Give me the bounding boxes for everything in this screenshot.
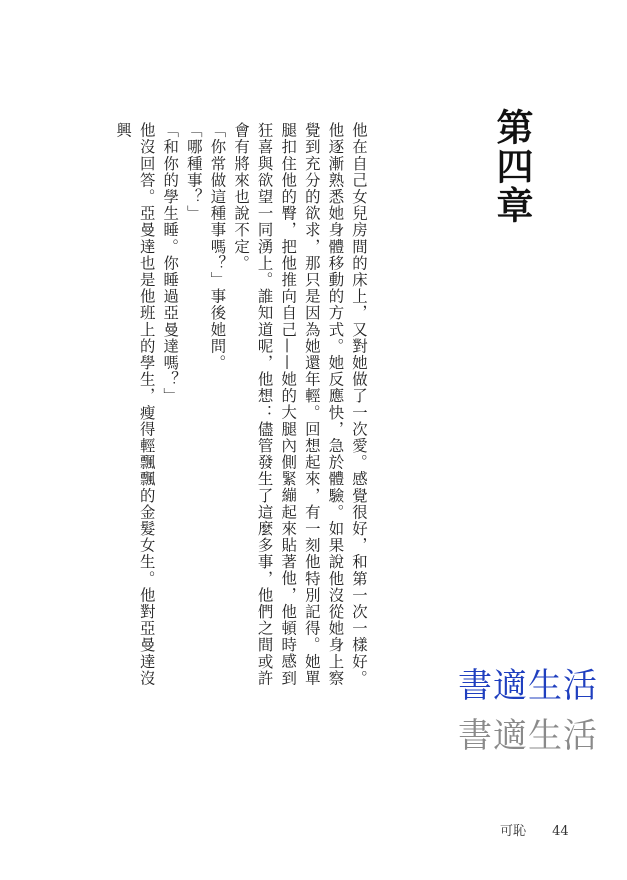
paragraph: 他在自己女兒房間的床上，又對她做了一次愛。感覺很好，和第一次一樣好。他逐漸熟悉她身體移動的方式。她反應快，急於體驗。如果說他沒從她身上察覺到充分的欲求，那只是因為她還年輕。回想起來，有一刻他特別記得。她單腿扣住他的臀，把他推向自己——她的大腿內側緊繃起來貼著他，他頓時感到狂喜與欲望一同湧上。誰知道呢，他想：儘管發生了這麼多事，他們之間或許會有將來也說不定。 <box>232 122 368 687</box>
chapter-title: 第四章 <box>490 108 534 225</box>
watermark-logo-primary: 書適生活 <box>458 666 598 706</box>
paragraph: 「你常做這種事嗎？」事後她問。 <box>208 122 227 371</box>
page-number: 44 <box>552 824 569 839</box>
paragraph: 「哪種事？」 <box>184 122 203 222</box>
watermark-logo-secondary: 書適生活 <box>458 716 598 756</box>
body-text <box>114 122 370 702</box>
paragraph: 他沒回答。亞曼達也是他班上的學生，瘦得輕飄飄的金髮女生。他對亞曼達沒興 <box>114 122 156 687</box>
page-footer <box>500 820 569 839</box>
running-title: 可恥 <box>500 824 527 839</box>
paragraph: 「和你的學生睡。你睡過亞曼達嗎？」 <box>161 122 180 405</box>
